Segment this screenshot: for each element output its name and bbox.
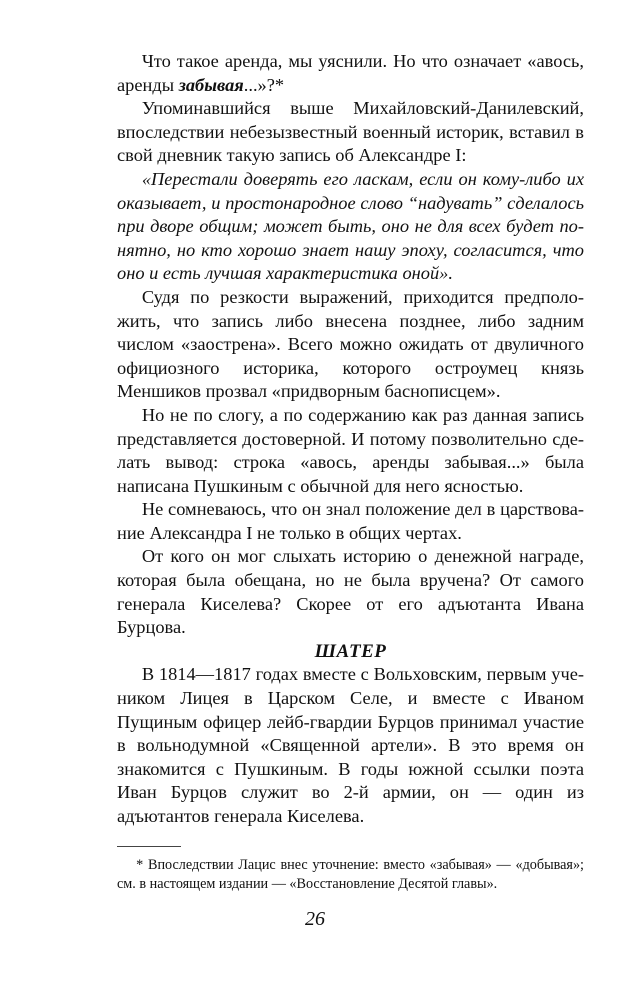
footnote-divider bbox=[117, 846, 181, 847]
footnote: * Впоследствии Лацис внес уточнение: вместо «забывая» — «добывая»; см. в настоящем издании — «Восстановление Десятой главы». bbox=[117, 857, 584, 892]
paragraph: Не сомневаюсь, что он знал положение дел в царствование Александра I не только в общих чертах. bbox=[117, 499, 584, 543]
emphasis: забывая bbox=[178, 74, 244, 95]
main-text bbox=[117, 50, 584, 829]
quote-paragraph: «Перестали доверять его ласкам, если он кому-либо их оказывает, и простонародное слово “надувать” сделалось при дворе общим; может быть, оно не для всех будет понятно, но кто хорошо знает нашу эпоху, согласится, что оно и есть лучшая характеристика оной». bbox=[117, 168, 584, 284]
paragraph: Но не по слогу, а по содержанию как раз данная запись представляется достоверной. И потому позволительно сделать вывод: строка «авось, аренды забывая...» была написана Пушкиным с обычной для него ясностью. bbox=[117, 404, 584, 496]
paragraph: От кого он мог слыхать историю о денежной награде, которая была обещана, но не была вручена? От самого генерала Киселева? Скорее от его адъютанта Ивана Бурцова. bbox=[117, 546, 584, 638]
paragraph: В 1814—1817 годах вместе с Вольховским, первым учеником Лицея в Царском Селе, и вместе с Иваном Пущиным офицер лейб-гвардии Бурцов принимал участие в вольнодумной «Священной артели». В это время он знакомится с Пушкиным. В годы южной ссылки поэта Иван Бурцов служит во 2-й армии, он — один из адъютантов генерала Киселева. bbox=[117, 664, 584, 826]
paragraph: Упоминавшийся выше Михайловский-Данилевский, впоследствии небезызвестный военный историк, вставил в свой дневник такую запись об Александре I: bbox=[117, 98, 584, 166]
paragraph: Что такое аренда, мы уяснили. Но что означает «авось, аренды забывая...»?* bbox=[117, 51, 584, 95]
page-number: 26 bbox=[305, 908, 325, 930]
section-heading: ШАТЕР bbox=[314, 640, 387, 662]
paragraph: Судя по резкости выражений, приходится предположить, что запись либо внесена позднее, либо задним числом «заострена». Всего можно ожидать от двуличного официозного историка, которого остроумец князь Меншиков прозвал «придворным баснописцем». bbox=[117, 286, 584, 402]
